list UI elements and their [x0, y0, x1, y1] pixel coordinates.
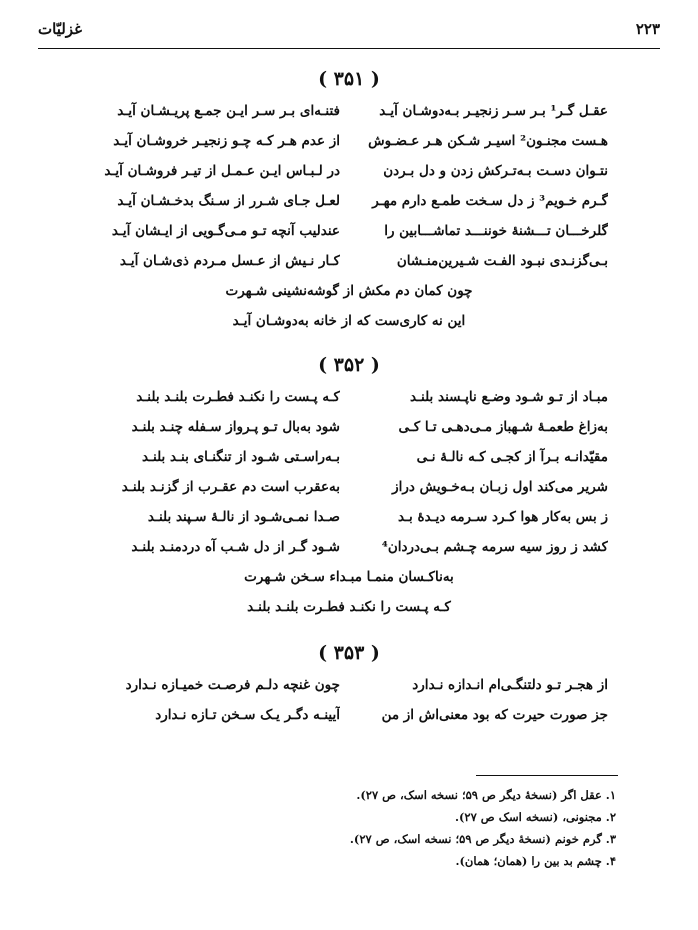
second-hemistich: صـدا نمـی‌شـود از نالـهٔ سـپند بلنـد	[147, 509, 340, 525]
poem-title: ( ۳۵۳ )	[318, 642, 380, 664]
first-hemistich: جز صورت حیرت که بود معنی‌اش از من	[381, 707, 608, 723]
second-hemistich: لعـل جـای شـرر از سـنگ بدخـشـان آیـد	[117, 193, 340, 209]
second-hemistich: به‌عقرب است دم عقـرب از گزنـد بلنـد	[121, 479, 340, 495]
couplet	[60, 96, 638, 126]
footnote-rule	[476, 775, 618, 776]
first-hemistich: مبـاد از تـو شـود وضـع ناپـسند بلنـد	[409, 389, 608, 405]
second-hemistich: آیینـه دگـر یـک سـخن تـازه نـدارد	[155, 707, 340, 723]
couplet	[60, 472, 638, 502]
second-hemistich: در لـبـاس ایـن عـمـل از تیـر فروشـان آیـد	[104, 163, 340, 179]
first-hemistich: ز بس به‌کار هوا کـرد سـرمه دیـدهٔ بـد	[398, 509, 608, 525]
couplet	[60, 186, 638, 216]
couplet	[60, 532, 638, 562]
first-hemistich: شریر می‌کند اول زبـان بـه‌خـویش دراز	[392, 479, 608, 495]
second-hemistich: شود به‌بال تـو پـرواز سـفله چنـد بلنـد	[131, 419, 340, 435]
footnote: ۳. گرم خونم (نسخهٔ دیگر ص ۵۹؛ نسخه اسک، ص ۲۷).	[349, 832, 616, 846]
couplet	[60, 700, 638, 730]
poem-351	[60, 62, 638, 336]
poem-title: ( ۳۵۱ )	[318, 68, 380, 90]
first-hemistich: نتـوان دسـت بـه‌تـرکش زدن و دل بـردن	[383, 163, 608, 179]
couplet	[60, 216, 638, 246]
poem-353	[60, 636, 638, 730]
closing-line: چون کمان دم مکش از گوشه‌نشینی شـهرت	[225, 283, 473, 299]
header-rule	[38, 48, 660, 49]
second-hemistich: کـار نـیش از عـسل مـردم ذی‌شـان آیـد	[119, 253, 340, 269]
page-number: ۲۲۳	[635, 20, 660, 38]
first-hemistich: بـی‌گزنـدی نبـود الفـت شـیرین‌منـشان	[396, 253, 608, 269]
first-hemistich: کشد ز روز سیه سرمه چـشم بـی‌دردان⁴	[381, 539, 608, 555]
first-hemistich: عقـل گـر¹ بـر سـر زنجیـر بـه‌دوشـان آیـد	[379, 103, 608, 119]
couplet	[60, 412, 638, 442]
footnote: ۱. عقل اگر (نسخهٔ دیگر ص ۵۹؛ نسخه اسک، ص ۲۷).	[356, 788, 616, 802]
couplet	[60, 442, 638, 472]
couplet	[60, 670, 638, 700]
first-hemistich: به‌زاغ طعمـهٔ شـهباز مـی‌دهـی تـا کـی	[398, 419, 608, 435]
poem-title: ( ۳۵۲ )	[318, 354, 380, 376]
second-hemistich: بـه‌راسـتی شـود از تنگنـای بنـد بلنـد	[141, 449, 340, 465]
couplet	[60, 502, 638, 532]
closing-line: کـه پـست را نکنـد فطـرت بلنـد بلنـد	[247, 599, 451, 615]
footnote: ۲. مجنونی، (نسخه اسک ص ۲۷).	[454, 810, 616, 824]
section-title: غزلیّات	[38, 20, 82, 38]
second-hemistich: عندلیب آنچه تـو مـی‌گـویی از ایـشان آیـد	[111, 223, 340, 239]
first-hemistich: مقیّدانـه بـرآ از کجـی کـه نالـهٔ نـی	[416, 449, 608, 465]
first-hemistich: گلرخـــان تـــشنهٔ خوننـــد تماشـــابین را	[384, 223, 608, 239]
second-hemistich: از عدم هـر کـه چـو زنجیـر خروشـان آیـد	[113, 133, 340, 149]
closing-line: به‌ناکـسان منمـا مبـداء سـخن شـهرت	[244, 569, 454, 585]
couplet	[60, 382, 638, 412]
couplet	[60, 156, 638, 186]
footnotes	[140, 784, 616, 872]
footnote: ۴. چشم بد بین را (همان؛ همان).	[455, 854, 616, 868]
first-hemistich: از هجـر تـو دلتنگـی‌ام انـدازه نـدارد	[412, 677, 608, 693]
second-hemistich: کـه پـست را نکنـد فطـرت بلنـد بلنـد	[136, 389, 340, 405]
page-header	[38, 20, 660, 46]
first-hemistich: گـرم خـویم³ ز دل سـخت طمـع دارم مهـر	[372, 193, 608, 209]
second-hemistich: چون غنچه دلـم فرصـت خمیـازه نـدارد	[125, 677, 340, 693]
second-hemistich: شـود گـر از دل شـب آه دردمنـد بلنـد	[131, 539, 340, 555]
second-hemistich: فتنـه‌ای بـر سـر ایـن جمـع پریـشـان آیـد	[117, 103, 340, 119]
first-hemistich: هـست مجنـون² اسیـر شـکن هـر عـضـوش	[368, 133, 608, 149]
couplet	[60, 246, 638, 276]
closing-line: این نه کاری‌ست که از خانه به‌دوشـان آیـد	[232, 313, 466, 329]
poem-352	[60, 348, 638, 622]
couplet	[60, 126, 638, 156]
